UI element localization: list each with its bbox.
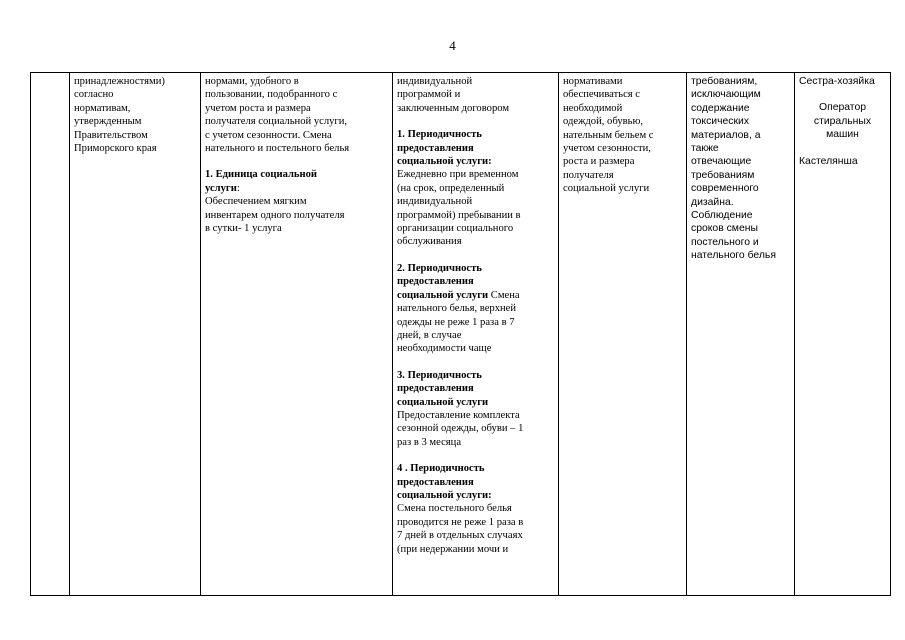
periodicity-block-2: [397, 262, 554, 302]
cell-staff: [795, 73, 891, 596]
quality-text: нормативами обеспечиваться с необходимой одеждой, обувью, нательным бельем с учетом сезонности, роста и размера получателя социальной услуги: [563, 76, 654, 195]
cell-number: [31, 73, 70, 596]
periodicity-text-3: Предоставление комплекта сезонной одежды, обуви – 1 раз в 3 месяца: [397, 409, 524, 448]
service-unit-text: Обеспечением мягким инвентарем одного получателя в сутки- 1 услуга: [205, 196, 345, 235]
periodicity-text-2b: нательного белья, верхней одежды не реже 1 раза в 7 дней, в случае необходимости чаще: [397, 303, 517, 355]
services-table: [30, 72, 891, 596]
periodicity-text-1: Ежедневно при временном (на срок, определенный индивидуальной программой) пребывании в организации социального обслуживания: [397, 169, 521, 248]
cell-service-content: [201, 73, 393, 596]
periodicity-heading-4: 4 . Периодичность предоставления социальной услуги:: [397, 463, 492, 501]
staff-2: Оператор стиральных машин: [813, 102, 872, 141]
staff-1: Сестра-хозяйка: [799, 76, 875, 87]
requirements-text: требованиям, исключающим содержание токсических материалов, а также отвечающие требованиям современного дизайна. Соблюдение сроков смены постельного и нательного белья: [691, 76, 776, 262]
cell-service-name: [70, 73, 201, 596]
service-name-text: принадлежностями) согласно нормативам, утвержденным Правительством Приморского края: [74, 76, 165, 155]
cell-quality: [559, 73, 687, 596]
service-unit-heading: 1. Единица социальной услуги:: [205, 169, 318, 194]
periodicity-heading-2: 2. Периодичность предоставления социальной услуги: [397, 262, 489, 301]
periodicity-intro: индивидуальной программой и заключенным договором: [397, 76, 510, 114]
page-number: 4: [449, 38, 456, 53]
periodicity-heading-3: 3. Периодичность предоставления социальной услуги: [397, 369, 489, 408]
staff-3: Кастелянша: [799, 155, 858, 167]
periodicity-text-2a: Смена: [488, 289, 520, 301]
periodicity-text-4: Смена постельного белья проводится не реже 1 раза в 7 дней в отдельных случаях (при недержании мочи и: [397, 503, 524, 555]
cell-requirements: [687, 73, 795, 596]
cell-periodicity: [393, 73, 559, 596]
service-content-intro: нормами, удобного в пользовании, подобранного с учетом роста и размера получателя социальной услуги, с учетом сезонности. Смена нательного и постельного белья: [205, 76, 350, 155]
table-row: [31, 73, 891, 596]
periodicity-heading-1: 1. Периодичность предоставления социальной услуги:: [397, 129, 492, 168]
